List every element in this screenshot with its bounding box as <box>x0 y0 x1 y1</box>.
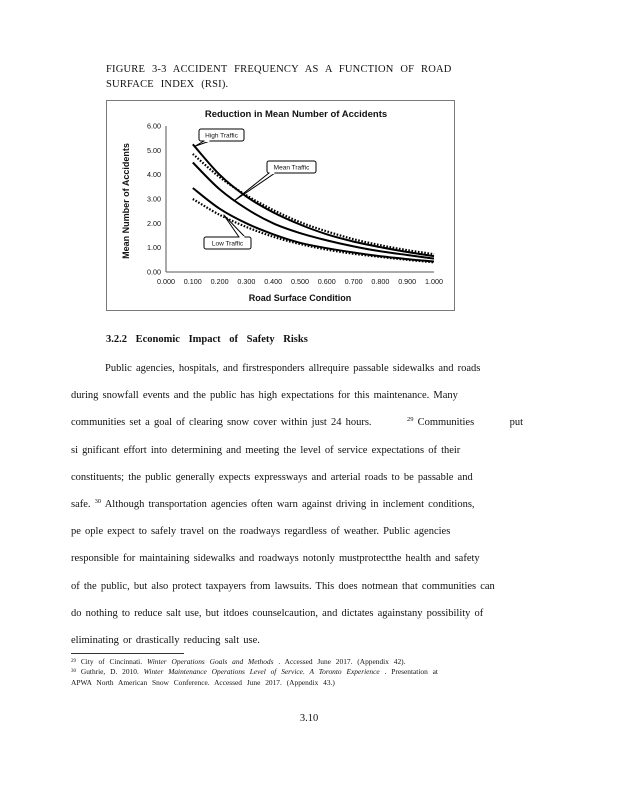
y-tick-label: 1.00 <box>147 243 161 253</box>
y-tick-label: 3.00 <box>147 194 161 204</box>
x-tick-label: 0.500 <box>291 277 309 286</box>
body-line: of the public, but also protect taxpayers from lawsuits. This does notmean that communities can <box>71 580 495 592</box>
x-tick-label: 0.700 <box>344 277 363 286</box>
footnote-30 <box>71 667 438 677</box>
body-line: responsible for maintaining sidewalks and roadways notonly mustprotectthe health and safety <box>71 553 480 565</box>
x-tick-label: 0.600 <box>317 277 336 286</box>
footnote-30-continued: APWA North American Snow Conference. Accessed June 2017. (Appendix 43.) <box>71 677 335 687</box>
callout-pointer-mask <box>240 236 245 238</box>
footnote-text: City of Cincinnati. <box>80 657 143 666</box>
y-tick-label: 5.00 <box>147 145 161 155</box>
footnote-ref: 30 <box>94 498 102 506</box>
callout-pointer-mask <box>205 140 210 142</box>
footnote-title: Winter Maintenance Operations Level of Service. A Toronto Experience <box>143 667 380 677</box>
body-line-part: put <box>509 417 523 429</box>
y-tick-label: 4.00 <box>147 170 161 180</box>
chart-callout <box>195 129 244 146</box>
chart-callouts <box>195 129 316 249</box>
accident-chart <box>107 101 454 310</box>
figure-caption <box>106 62 452 92</box>
x-tick-label: 0.200 <box>210 277 229 286</box>
footnote-number: 30 <box>71 669 76 675</box>
footnote-text: . Presentation at <box>384 667 438 677</box>
callout-label: Mean Traffic <box>273 164 310 172</box>
callout-label: Low Traffic <box>211 240 244 248</box>
body-line: constituents; the public generally expects expressways and arterial roads to be passable and <box>71 471 473 483</box>
callout-pointer <box>234 173 275 201</box>
body-line <box>71 491 523 518</box>
chart-callout <box>204 215 251 249</box>
y-tick-label: 2.00 <box>147 218 161 228</box>
footnote-divider <box>71 653 184 654</box>
x-tick-label: 0.900 <box>398 277 417 286</box>
footnote-text: Guthrie, D. 2010. <box>80 667 139 677</box>
x-tick-label: 0.300 <box>237 277 256 286</box>
body-line: si gnificant effort into determining and meeting the level of service expectations of their <box>71 444 461 456</box>
y-tick-label: 0.00 <box>147 267 161 277</box>
footnote-number: 29 <box>71 659 76 664</box>
footnote-29 <box>71 657 438 667</box>
y-tick-label: 6.00 <box>147 121 161 131</box>
section-heading: 3.2.2 Economic Impact of Safety Risks <box>106 334 308 345</box>
body-line-part <box>407 409 474 436</box>
chart-y-axis-label: Mean Number of Accidents <box>121 143 131 259</box>
callout-label: High Traffic <box>205 132 238 140</box>
x-tick-label: 0.800 <box>371 277 390 286</box>
footnote-text: . Accessed June 2017. (Appendix 42). <box>278 657 406 666</box>
chart-title: Reduction in Mean Number of Accidents <box>204 109 388 120</box>
footnote-ref: 29 <box>406 416 414 424</box>
footnotes <box>71 657 438 688</box>
body-line: pe ople expect to safely travel on the roadways regardless of weather. Public agencies <box>71 526 451 538</box>
body-line-part: safe. <box>71 499 91 511</box>
body-line: eliminating or drastically reducing salt use. <box>71 635 260 647</box>
body-line <box>71 409 523 436</box>
figure-caption-line-1: FIGURE 3-3 ACCIDENT FREQUENCY AS A FUNCTION OF ROAD <box>106 64 452 75</box>
body-line: during snowfall events and the public has high expectations for this maintenance. Many <box>71 390 458 402</box>
callout-pointer-mask <box>270 172 275 174</box>
x-tick-label: 0.000 <box>157 277 175 286</box>
body-line: do nothing to reduce salt use, but itdoes counselcaution, and dictates againstany possibility of <box>71 607 484 619</box>
chart-ticks <box>147 122 443 287</box>
x-tick-label: 0.400 <box>264 277 283 286</box>
body-line-part: Although transportation agencies often warn against driving in inclement conditions, <box>104 499 475 511</box>
body-line: Public agencies, hospitals, and firstresponders allrequire passable sidewalks and roads <box>105 363 481 374</box>
footnote-title: Winter Operations Goals and Methods <box>146 657 274 666</box>
figure-caption-line-2: SURFACE INDEX (RSI). <box>106 79 229 90</box>
chart-x-axis-label: Road Surface Condition <box>248 293 352 303</box>
figure-chart-frame <box>106 100 455 311</box>
body-line-part: Communities <box>417 417 475 429</box>
x-tick-label: 1.000 <box>425 277 443 286</box>
body-line-part: communities set a goal of clearing snow cover within just 24 hours. <box>71 417 372 429</box>
page-number: 3.10 <box>299 713 319 724</box>
x-tick-label: 0.100 <box>183 277 202 286</box>
body-paragraph <box>71 355 523 654</box>
